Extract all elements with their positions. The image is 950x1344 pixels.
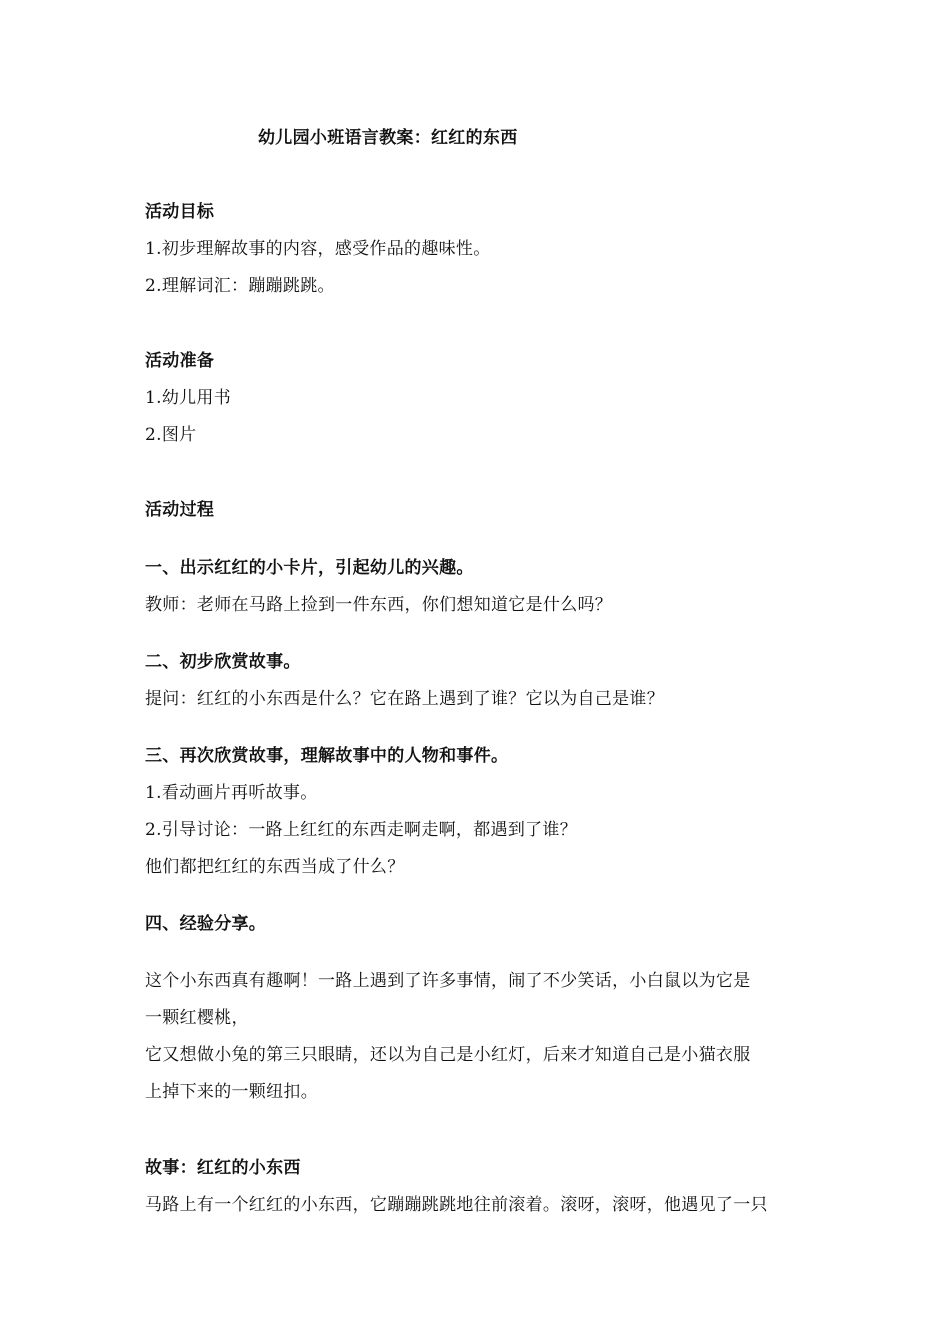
step2-text: 提问：红红的小东西是什么？它在路上遇到了谁？它以为自己是谁？ [145, 689, 664, 709]
step1-text: 教师：老师在马路上捡到一件东西，你们想知道它是什么吗？ [145, 595, 613, 615]
section-heading-goals: 活动目标 [145, 202, 215, 222]
goal-item-2: 2.理解词汇：蹦蹦跳跳。 [145, 276, 335, 296]
section-heading-process: 活动过程 [145, 500, 215, 520]
step4-line-1: 这个小东西真有趣啊！一路上遇到了许多事情，闹了不少笑话，小白鼠以为它是 [145, 971, 751, 991]
step2-heading: 二、初步欣赏故事。 [145, 652, 301, 672]
document-title: 幼儿园小班语言教案：红红的东西 [258, 128, 518, 148]
story-heading: 故事：红红的小东西 [145, 1158, 301, 1178]
step4-line-4: 上掉下来的一颗纽扣。 [145, 1082, 318, 1102]
prep-item-1: 1.幼儿用书 [145, 388, 232, 408]
section-heading-prep: 活动准备 [145, 351, 215, 371]
step4-line-3: 它又想做小兔的第三只眼睛，还以为自己是小红灯，后来才知道自己是小猫衣服 [145, 1045, 751, 1065]
prep-item-2: 2.图片 [145, 425, 197, 445]
story-line-1: 马路上有一个红红的小东西，它蹦蹦跳跳地往前滚着。滚呀，滚呀，他遇见了一只 [145, 1195, 768, 1215]
step4-line-2: 一颗红樱桃， [145, 1008, 249, 1028]
step3-line-1: 1.看动画片再听故事。 [145, 783, 318, 803]
goal-item-1: 1.初步理解故事的内容，感受作品的趣味性。 [145, 239, 491, 259]
step3-line-3: 他们都把红红的东西当成了什么？ [145, 857, 405, 877]
step3-heading: 三、再次欣赏故事，理解故事中的人物和事件。 [145, 746, 509, 766]
step3-line-2: 2.引导讨论：一路上红红的东西走啊走啊，都遇到了谁？ [145, 820, 578, 840]
step1-heading: 一、出示红红的小卡片，引起幼儿的兴趣。 [145, 558, 474, 578]
step4-heading: 四、经验分享。 [145, 914, 267, 934]
